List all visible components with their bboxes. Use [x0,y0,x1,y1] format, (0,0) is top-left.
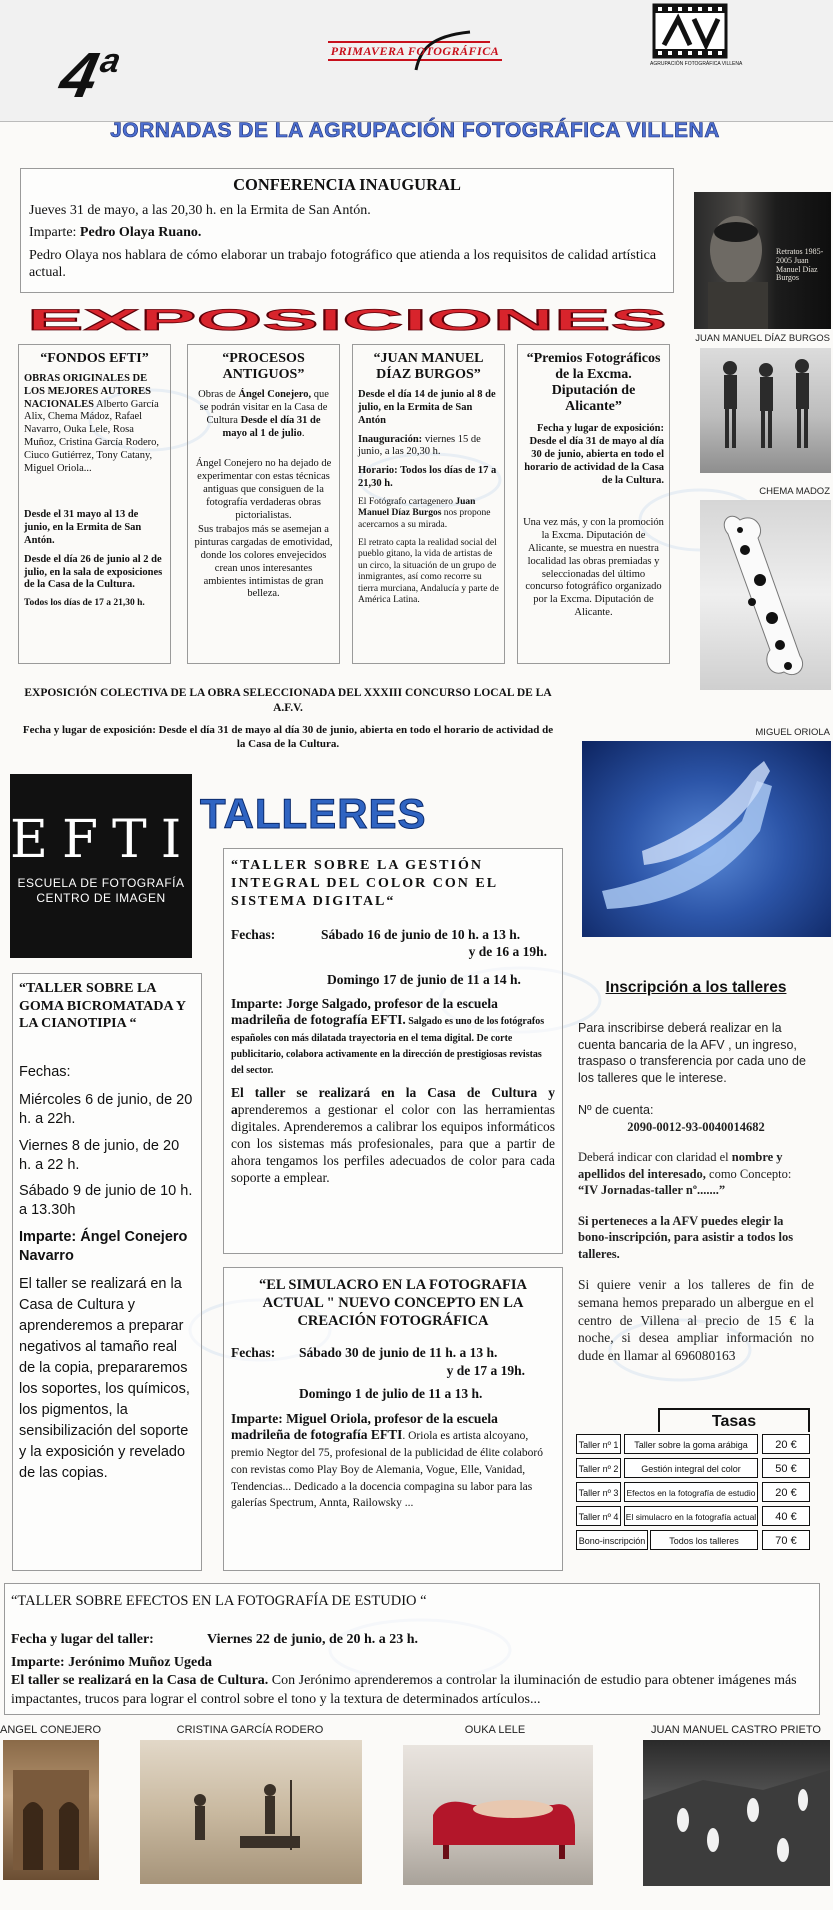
inscripcion-section [578,978,814,1372]
header-banner [0,0,833,122]
tasas-title: Tasas [658,1408,810,1432]
tasa-id: Bono-inscripción [576,1530,648,1550]
taller4-fecha: Fecha y lugar del taller: Viernes 22 de junio, de 20 h. a 23 h. [11,1632,419,1648]
col1-heading: “FONDOS EFTI” [40,351,149,366]
taller1-fecha1: Fechas: Sábado 16 de junio de 10 h. a 13 h. [231,926,521,942]
photo-cristina-garcia-rodero [140,1740,362,1884]
photo-chema-madoz-bone [700,500,831,690]
taller1-imparte: Imparte: Jorge Salgado, profesor de la escuela madrileña de fotografía EFTI. Salgado es uno de los fotógrafos españoles con más dilatada trayectoria en el tema digital. De corte publicitario, colabora activamente en la dirección de prestigiosas revistas del sector. [231,996,545,1076]
tasa-price: 50 € [762,1458,810,1478]
taller2-f1: Miércoles 6 de junio, de 20 h. a 22h. [19,1091,193,1127]
caption-angel-conejero: ANGEL CONEJERO [0,1724,102,1736]
tasas-row [576,1482,810,1504]
photo-miguel-oriola-legs [582,741,831,937]
tasa-id: Taller nº 3 [576,1482,621,1502]
taller2-heading: “TALLER SOBRE LA GOMA BICROMATADA Y LA CIANOTIPIA “ [19,981,186,1031]
col1-date1: Desde el 31 mayo al 13 de junio, en la Ermita de San Antón. [24,509,142,547]
film-strip-icon [650,3,730,61]
taller2-f2: Viernes 8 de junio, de 20 h. a 22 h. [19,1137,180,1173]
tasas-row [576,1506,810,1528]
taller2-imparte: Imparte: Ángel Conejero Navarro [19,1229,188,1264]
col1-intro [24,373,165,475]
colectiva-title: EXPOSICIÓN COLECTIVA DE LA OBRA SELECCIONADA DEL XXXIII CONCURSO LOCAL DE LA A.F.V. [24,687,552,714]
taller2-f3: Sábado 9 de junio de 10 h. a 13.30h [19,1183,193,1219]
col3-p1: El Fotógrafo cartagenero Juan Manuel Díaz Burgos nos propone acercarnos a su mirada. [358,496,491,530]
conference-speaker: Pedro Olaya Ruano. [79,225,202,241]
photo-angel-conejero [3,1740,99,1880]
col3-inaug: Inauguración: viernes 15 de junio, a las 20,30 h. [358,433,481,458]
inscripcion-title: Inscripción a los talleres [605,979,787,996]
tasa-name: El simulacro en la fotografía actual [624,1506,758,1526]
inscripcion-p3: Si perteneces a la AFV puedes elegir la bono-inscripción, para asistir a todos los talleres. [578,1213,794,1261]
taller3-f1b: y de 17 a 19h. [446,1362,525,1378]
col3-horario: Horario: Todos los días de 17 a 21,30 h. [358,465,497,489]
efti-logo [10,774,196,958]
tasa-id: Taller nº 2 [576,1458,621,1478]
tasa-price: 20 € [762,1434,810,1454]
conference-description: Pedro Olaya nos hablara de cómo elaborar un trabajo fotográfico que atienda a los requisitos de calidad artística actual. [29,247,657,281]
col1-intro-rest: Alberto García Alix, Chema Mádoz, Rafael Navarro, Ouka Lele, Rosa Muñoz, Cristina García Rodero, Ciuco Gutiérrez, Tony Catany, Miguel Oriola... [24,398,160,474]
caption-juan-manuel-castro-prieto: JUAN MANUEL CASTRO PRIETO [651,1724,821,1736]
col3-heading: “JUAN MANUEL DÍAZ BURGOS” [373,351,484,383]
col2-p2: Ángel Conejero no ha dejado de experimentar con estas técnicas antiguas que consiguen de la fotografía verdaderas obras pictorialistas. [195,458,332,521]
talleres-title: TALLERES [200,790,427,837]
primavera-label: PRIMAVERA FOTOGRÁFICA [330,44,500,58]
colectiva-fecha: Fecha y lugar de exposición: Desde el día 31 de mayo al día 30 de junio, abierta en todo el horario de actividad de la Casa de la Cultura. [22,723,554,751]
col2-p1: Obras de Ángel Conejero, que se podrán visitar en la Casa de Cultura Desde el día 31 de mayo al 1 de julio. [198,389,329,439]
expo-fondos-efti [18,344,171,664]
taller-simulacro [223,1267,563,1571]
taller1-fecha2: Domingo 17 de junio de 11 a 14 h. [327,971,521,987]
col3-dates: Desde el día 14 de junio al 8 de julio, en la Ermita de San Antón [358,389,496,426]
tasa-name: Efectos en la fotografía de estudio [624,1482,758,1502]
tasa-id: Taller nº 4 [576,1506,621,1526]
figures-field-icon [140,1740,362,1884]
col1-date2: Desde el día 26 de junio al 2 de julio, en la sala de exposiciones de la Casa de la Cultura. [24,553,163,591]
tasa-name: Taller sobre la goma arábiga [624,1434,758,1454]
taller4-imparte: Imparte: Jerónimo Muñoz Ugeda [11,1654,213,1670]
exposicion-colectiva [18,686,558,758]
book-title-text: Retratos 1985-2005 Juan Manuel Díaz Burgos [776,247,824,283]
conference-title: CONFERENCIA INAUGURAL [233,175,461,194]
taller2-fechas-label: Fechas: [19,1063,71,1080]
inscripcion-cuenta-label: Nº de cuenta: [578,1103,654,1118]
col2-p3: Sus trabajos más se asemejan a pinturas cargadas de emotividad, donde los colores envejecidos crean unos interesantes ambientes intimistas de gran belleza. [194,524,333,600]
caption-cristina-garcia-rodero: CRISTINA GARCÍA RODERO [176,1724,324,1736]
efti-line2: CENTRO DE IMAGEN [36,891,166,905]
edition-number: 4$^a$ [53,39,122,111]
conference-box [20,168,674,293]
col1-intro-bold: OBRAS ORIGINALES DE LOS MEJORES AUTORES NACIONALES [24,373,152,410]
rock-church-figures-icon [643,1740,830,1886]
afv-caption: AGRUPACIÓN FOTOGRÁFICA VILLENA [650,61,743,67]
efti-line1: ESCUELA DE FOTOGRAFÍA [17,876,185,890]
speaker-label: Imparte: [29,225,80,241]
caption-miguel-oriola: MIGUEL ORIOLA [755,727,830,738]
col2-heading: “PROCESOS ANTIGUOS” [222,351,305,383]
inscripcion-p4: Si quiere venir a los talleres de fin de semana hemos preparado un albergue en el centro de Villena al precio de 15 € la noche, si desea ampliar información no dude en llamar al 696080163 [578,1277,814,1363]
tasas-row [576,1530,810,1552]
photo-ouka-lele [403,1745,593,1885]
dalmatian-bone-icon [700,500,831,690]
conference-when: Jueves 31 de mayo, a las 20,30 h. en la Ermita de San Antón. [29,202,371,218]
taller1-desc: El taller se realizará en la Casa de Cultura y aprenderemos a gestionar el color con las herramientas digitales. Aprenderemos a calibrar los equipos informáticos con los sistemas más profesionales, para que a partir de ahora tengamos los perfiles adecuados de color para cada soporte a emplear. [231,1085,555,1185]
tasa-price: 20 € [762,1482,810,1502]
taller-goma-bicromatada [12,973,202,1571]
taller4-desc: El taller se realizará en la Casa de Cultura. Con Jerónimo aprenderemos a controlar la iluminación de estudio para obtener imágenes más impactantes, trucos para lograr el control sobre el tono y la textura de determinados artículos... [11,1673,797,1707]
three-figures-icon [700,348,831,473]
inscripcion-p1: Para inscribirse deberá realizar en la cuenta bancaria de la AFV , un ingreso, traspaso o transferencia por cada uno de los talleres que le interese. [578,1021,806,1085]
afv-logo [650,3,743,71]
expo-premios-diputacion [517,344,670,664]
efti-letters: EFTI [10,810,196,870]
col3-p2: El retrato capta la realidad social del pueblo gitano, la vida de artistas de un circo, la situación de un grupo de inmigrantes, así como recorre su tierra murciana, Andalucía y parte de América Latina. [358,537,499,606]
taller2-desc: El taller se realizará en la Casa de Cultura y aprenderemos a preparar negativos al tamaño real de la copia, prepararemos los soportes, los químicos, los pigmentos, la sensibilización del soporte y la exposición y revelado de las copias. [19,1275,190,1481]
tasas-row [576,1458,810,1480]
conference-speaker-line [29,224,665,242]
photo-castro-prieto [643,1740,830,1886]
taller3-imparte: Imparte: Miguel Oriola, profesor de la escuela madrileña de fotografía EFTI. Oriola es artista alcoyano, premio Negtor del 75, profesional de la publicidad de élite colaboró con revistas como Play Boy de Alemania, Vogue, Elle, Vanidad, Tendencias... Dedicado a la docencia compagina su labor para las galerías Spectrum, Annta, Railowsky ... [231,1411,543,1510]
tasa-price: 70 € [762,1530,810,1550]
col1-hours: Todos los días de 17 a 21,30 h. [24,598,145,609]
taller3-f2: Domingo 1 de julio de 11 a 13 h. [299,1386,483,1402]
tasa-price: 40 € [762,1506,810,1526]
tasa-name: Todos los talleres [650,1530,758,1550]
jornadas-title: JORNADAS DE LA AGRUPACIÓN FOTOGRÁFICA VILLENA [110,119,720,142]
taller-gestion-color [223,848,563,1254]
tasas-table [576,1408,812,1556]
taller3-f1: Fechas: Sábado 30 de junio de 11 h. a 13 h. [231,1345,498,1361]
caption-diaz-burgos: JUAN MANUEL DÍAZ BURGOS [695,333,830,344]
caption-ouka-lele: OUKA LELE [464,1724,526,1736]
inscripcion-p2: Deberá indicar con claridad el nombre y apellidos del interesado, como Concepto: “IV Jornadas-taller nº.......” [578,1150,792,1198]
primavera-fotografica-logo [320,30,510,72]
exposiciones-title [22,305,672,335]
photo-diaz-burgos-book [694,192,831,329]
photo-girls-beach [700,348,831,473]
taller3-heading: “EL SIMULACRO EN LA FOTOGRAFIA ACTUAL " NUEVO CONCEPTO EN LA CREACIÓN FOTOGRÁFICA [258,1277,528,1330]
taller1-fecha1b: y de 16 a 19h. [468,944,547,960]
taller-efectos-estudio [4,1583,820,1715]
exposiciones-title-text: EXPOSICIONES [27,305,667,335]
expo-procesos-antiguos [187,344,340,664]
taller1-heading: “TALLER SOBRE LA GESTIÓN INTEGRAL DEL COLOR CON EL SISTEMA DIGITAL“ [231,858,498,910]
inscripcion-cuenta: 2090-0012-93-0040014682 [627,1119,765,1134]
col4-fecha: Fecha y lugar de exposición: Desde el día 31 de mayo al día 30 de junio, abierta en todo el horario de actividad de la Casa de la Cultura. [524,423,664,486]
tasa-id: Taller nº 1 [576,1434,621,1454]
caption-chema-madoz: CHEMA MADOZ [759,486,830,497]
building-arches-icon [3,1740,99,1880]
taller4-heading: “TALLER SOBRE EFECTOS EN LA FOTOGRAFÍA DE ESTUDIO “ [11,1593,427,1609]
tasas-row [576,1434,810,1456]
red-sofa-icon [403,1745,593,1885]
expo-juan-manuel-diaz-burgos [352,344,505,664]
legs-figure-icon [582,741,831,937]
tasa-name: Gestión integral del color [624,1458,758,1478]
col4-heading: “Premios Fotográficos de la Excma. Diputación de Alicante” [526,351,661,415]
col4-p2: Una vez más, y con la promoción la Excma. Diputación de Alicante, se muestra en nuestra localidad las obras premiadas y seleccionadas del último concurso fotográfico organizado por la Excma. Diputación de Alicante. [523,517,664,618]
